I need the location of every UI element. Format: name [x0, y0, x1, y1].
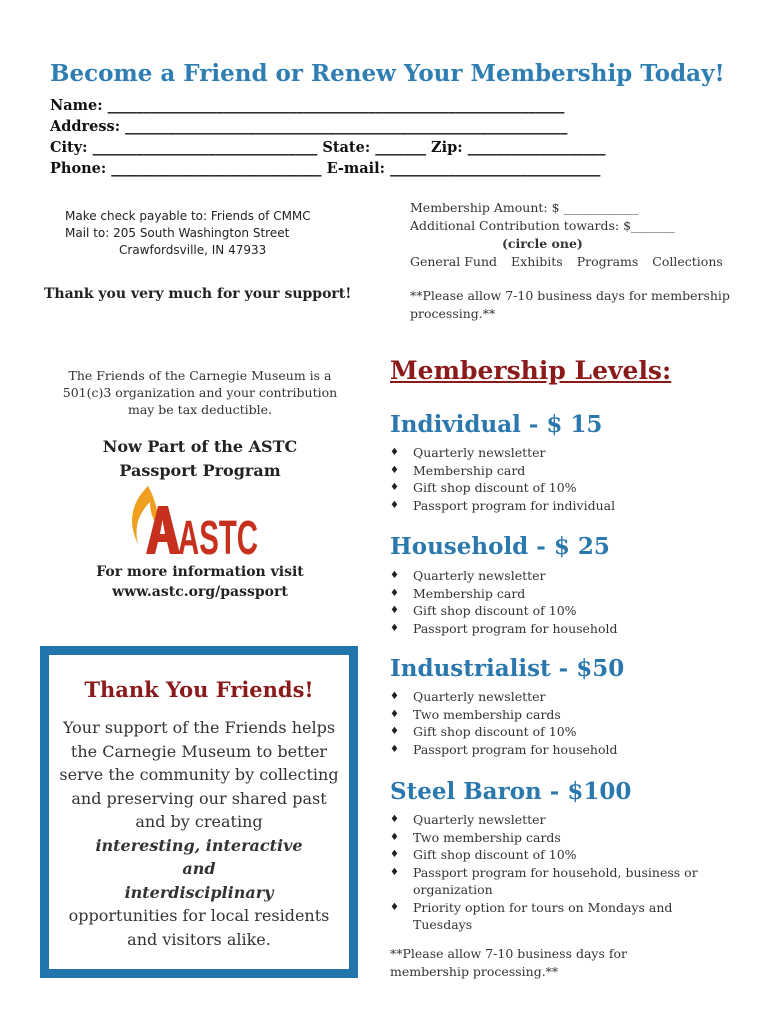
astc-heading	[50, 435, 350, 483]
thank-you-emphasis: interdisciplinary	[124, 882, 274, 902]
circle-one-note: (circle one)	[502, 236, 583, 251]
benefit-item: ♦ Gift shop discount of 10%	[390, 479, 730, 497]
payable-to: Make check payable to: Friends of CMMC	[65, 209, 311, 223]
benefit-item: ♦ Passport program for household	[390, 620, 730, 638]
thank-you-emphasis: and	[182, 859, 216, 878]
level-household-benefits	[390, 567, 730, 637]
benefit-item: ♦ Quarterly newsletter	[390, 688, 730, 706]
benefit-item: ♦ Membership card	[390, 585, 730, 603]
astc-more-info	[50, 562, 350, 602]
benefit-item: ♦ Priority option for tours on Mondays and Tuesdays	[390, 899, 730, 934]
contribution-options	[410, 253, 723, 271]
astc-logo	[124, 484, 264, 565]
thank-you-text: opportunities for local residents and visitors alike.	[68, 906, 330, 949]
benefit-item: ♦ Quarterly newsletter	[390, 811, 730, 829]
address-field[interactable]: Address: _____________________________________________________________	[50, 118, 568, 135]
level-industrialist-benefits	[390, 688, 730, 758]
processing-note-bottom: **Please allow 7-10 business days for membership processing.**	[390, 946, 627, 979]
thank-you-box	[40, 646, 358, 978]
benefit-item: ♦ Membership card	[390, 462, 730, 480]
astc-url[interactable]: www.astc.org/passport	[112, 584, 288, 600]
level-individual-benefits	[390, 444, 730, 514]
astc-heading-line2: Passport Program	[119, 461, 281, 480]
membership-levels-title: Membership Levels:	[390, 356, 672, 385]
option-general-fund[interactable]: General Fund	[410, 254, 498, 269]
benefit-item: ♦ Quarterly newsletter	[390, 567, 730, 585]
more-info-line: For more information visit	[96, 564, 304, 580]
option-programs[interactable]: Programs	[576, 254, 639, 269]
benefit-item: ♦ Passport program for individual	[390, 497, 730, 515]
option-exhibits[interactable]: Exhibits	[511, 254, 563, 269]
thank-you-text: Your support of the Friends helps the Carnegie Museum to better serve the community by collecting and preserving our shared past and by creating	[59, 718, 339, 831]
processing-note-top: **Please allow 7-10 business days for membership processing.**	[410, 288, 730, 321]
membership-amount-block	[410, 199, 723, 271]
astc-letter-a	[146, 506, 180, 554]
benefit-item: ♦ Two membership cards	[390, 829, 730, 847]
thank-you-body	[49, 716, 349, 951]
benefit-item: ♦ Gift shop discount of 10%	[390, 602, 730, 620]
payment-instructions	[65, 208, 311, 259]
thank-you-emphasis: interesting, interactive	[95, 835, 303, 855]
benefit-item: ♦ Passport program for household, business or organization	[390, 864, 730, 899]
astc-logo-text: ASTC	[178, 512, 258, 565]
astc-heading-line1: Now Part of the ASTC	[102, 437, 298, 456]
benefit-item: ♦ Passport program for household	[390, 741, 730, 759]
additional-contribution-field[interactable]: Additional Contribution towards: $_______	[410, 218, 675, 233]
mail-to: Mail to: 205 South Washington Street	[65, 226, 290, 240]
membership-amount-field[interactable]: Membership Amount: $ ____________	[410, 200, 639, 215]
mail-city: Crawfordsville, IN 47933	[119, 243, 267, 257]
level-household-title: Household - $ 25	[390, 533, 610, 560]
name-field[interactable]: Name: _______________________________________________________________	[50, 97, 565, 114]
thank-you-title: Thank You Friends!	[84, 677, 314, 702]
phone-email-field[interactable]: Phone: _____________________________ E-mail: _____________________________	[50, 160, 601, 177]
benefit-item: ♦ Quarterly newsletter	[390, 444, 730, 462]
level-steel-baron-title: Steel Baron - $100	[390, 778, 632, 805]
nonprofit-note: The Friends of the Carnegie Museum is a 501(c)3 organization and your contribution may be tax deductible.	[62, 368, 338, 417]
thank-you-line: Thank you very much for your support!	[44, 286, 352, 302]
benefit-item: ♦ Gift shop discount of 10%	[390, 846, 730, 864]
city-state-zip-field[interactable]: City: _______________________________ State: _______ Zip: ___________________	[50, 139, 606, 156]
level-industrialist-title: Industrialist - $50	[390, 655, 625, 682]
benefit-item: ♦ Gift shop discount of 10%	[390, 723, 730, 741]
level-individual-title: Individual - $ 15	[390, 411, 603, 438]
benefit-item: ♦ Two membership cards	[390, 706, 730, 724]
page-title: Become a Friend or Renew Your Membership Today!	[50, 60, 725, 87]
option-collections[interactable]: Collections	[652, 254, 723, 269]
level-steel-baron-benefits	[390, 811, 730, 934]
